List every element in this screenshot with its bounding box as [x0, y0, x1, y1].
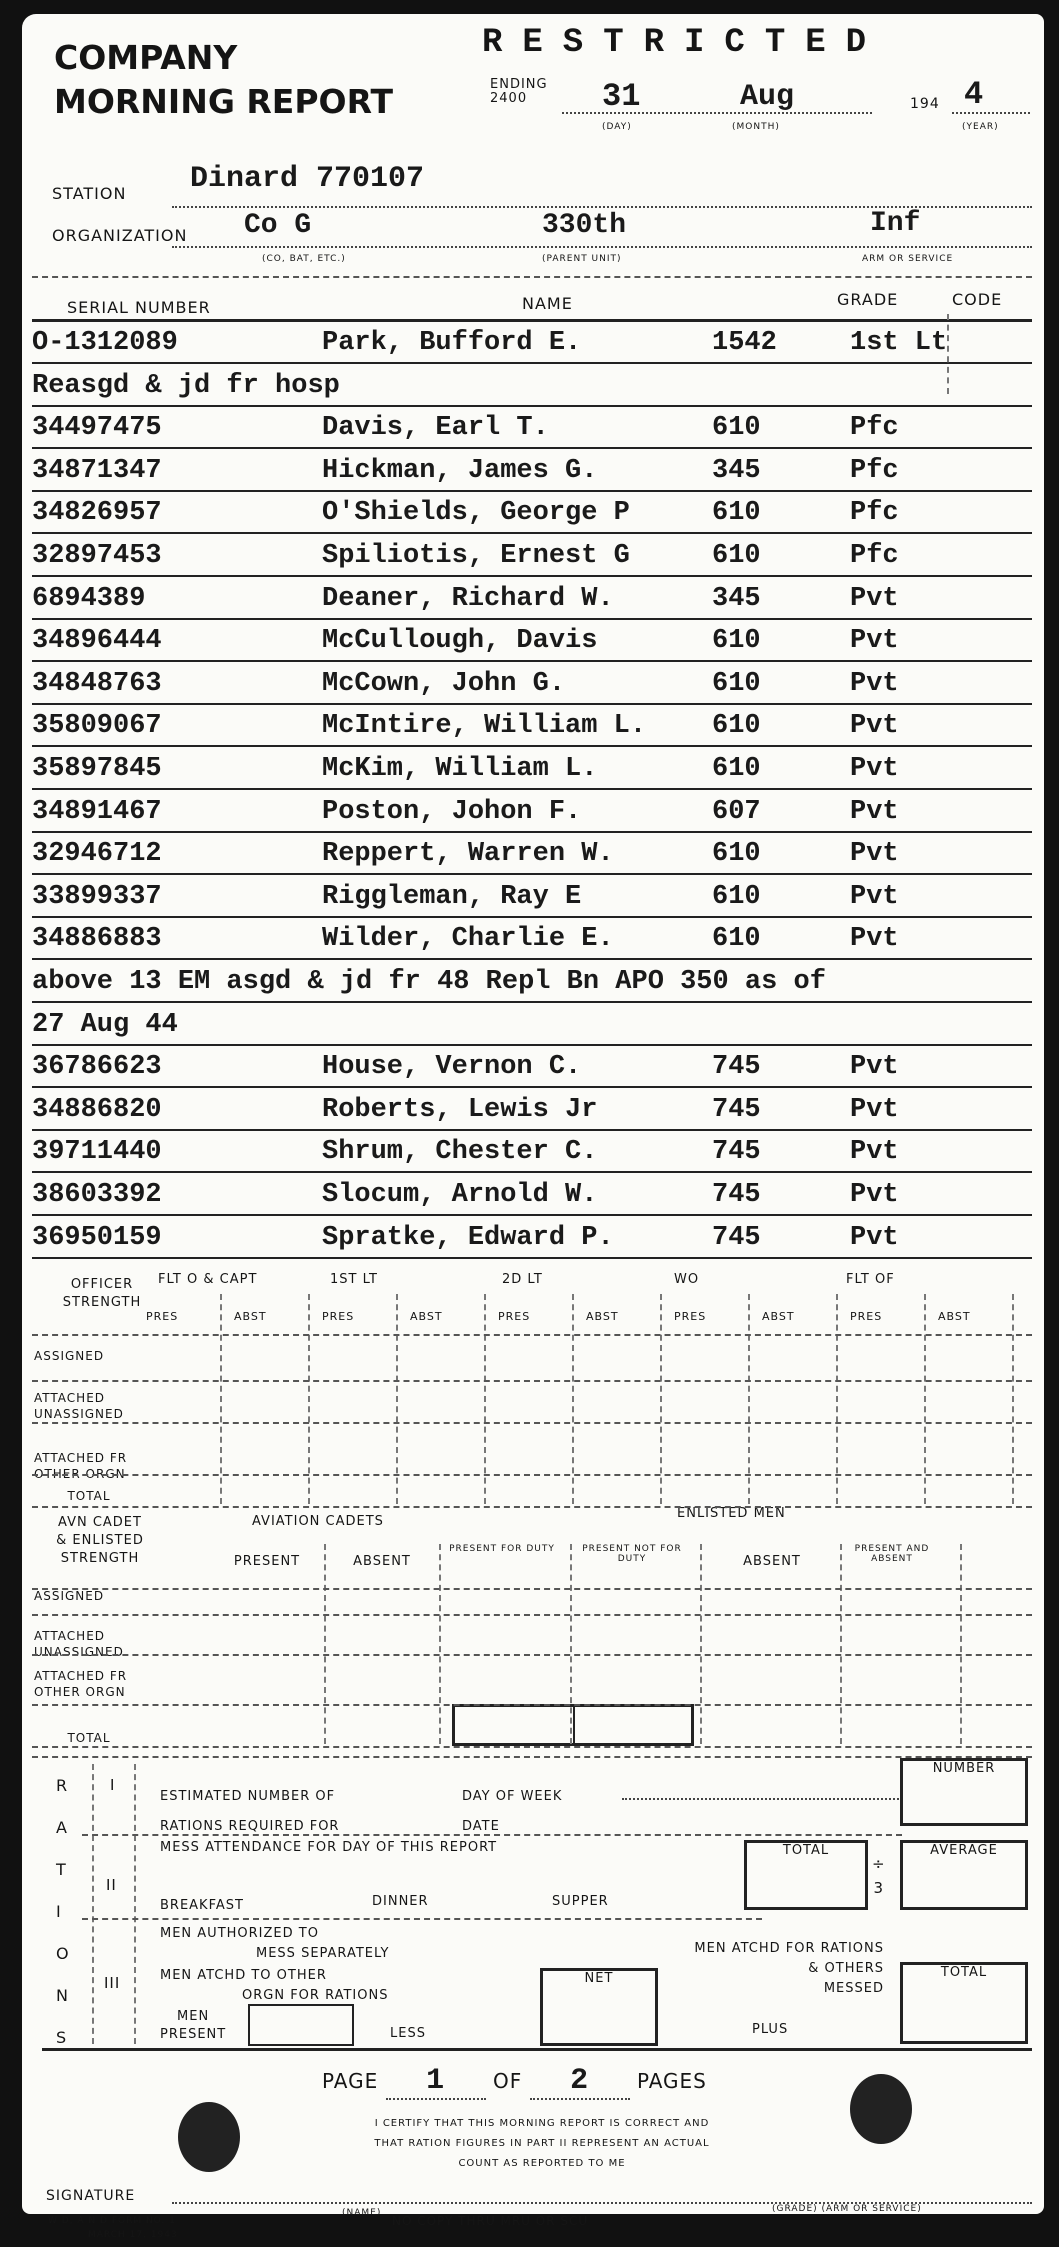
- entry-serial: 34896444: [32, 626, 162, 657]
- name-caption: (NAME): [342, 2208, 382, 2218]
- entry-serial: 34497475: [32, 413, 162, 444]
- entry-mos: 745: [712, 1137, 761, 1168]
- grid-divider: [924, 1294, 926, 1504]
- entry-grade: Pvt: [850, 668, 899, 699]
- entry-grade: Pvt: [850, 1094, 899, 1125]
- table-row: [32, 665, 1032, 705]
- grid-divider: [32, 1334, 1032, 1336]
- officer-subcol-header: ABST: [586, 1310, 619, 1323]
- remark-text: 27 Aug 44: [32, 1009, 178, 1040]
- enlisted-heading-2: & ENLISTED: [56, 1533, 144, 1548]
- enlisted-col-header: PRESENT AND ABSENT: [854, 1544, 930, 1564]
- entry-mos: 345: [712, 583, 761, 614]
- authorized-label: [160, 1924, 389, 1964]
- aviation-cadets-heading: AVIATION CADETS: [252, 1514, 384, 1529]
- entry-grade: Pfc: [850, 541, 899, 571]
- form-date: MARCH 17, 1943: [88, 2230, 178, 2240]
- atchd-label-2: ORGN FOR RATIONS: [242, 1988, 389, 2003]
- form-number-text: W D, A N D FORM NO. 1: [48, 2216, 176, 2226]
- grid-divider: [484, 1294, 486, 1504]
- entry-mos: 745: [712, 1094, 761, 1125]
- form-number: [48, 2214, 178, 2242]
- entry-serial: 35897845: [32, 754, 162, 784]
- table-row: [32, 1133, 1032, 1173]
- punch-hole-right: [850, 2074, 912, 2144]
- ending-label: [490, 78, 548, 106]
- grid-divider: [308, 1294, 310, 1504]
- entry-mos: 1542: [712, 328, 777, 358]
- entry-serial: 33899337: [32, 881, 162, 912]
- organization-label: ORGANIZATION: [52, 226, 188, 245]
- signature-label: SIGNATURE: [46, 2188, 136, 2204]
- remark-row: [32, 367, 1032, 407]
- officer-group-header: WO: [674, 1272, 700, 1287]
- entry-mos: 607: [712, 796, 761, 827]
- part-iii: III: [104, 1974, 121, 1992]
- table-row: [32, 1048, 1032, 1088]
- classification-stamp: RESTRICTED: [482, 24, 887, 62]
- entry-name: O'Shields, George P: [322, 498, 630, 529]
- rations-side-letter: S: [56, 2028, 68, 2047]
- grid-divider: [1012, 1294, 1014, 1504]
- rat-label-2: & OTHERS: [808, 1961, 884, 1976]
- table-row: [32, 622, 1032, 662]
- entry-name: Roberts, Lewis Jr: [322, 1094, 598, 1125]
- parent-caption: (PARENT UNIT): [542, 254, 622, 264]
- table-row: [32, 835, 1032, 875]
- entry-name: House, Vernon C.: [322, 1052, 582, 1083]
- entry-name: Spratke, Edward P.: [322, 1222, 614, 1253]
- divider: [32, 1756, 1032, 1758]
- entry-name: Wilder, Charlie E.: [322, 924, 614, 955]
- grid-divider: [32, 1422, 1032, 1424]
- officer-row-label: ATTACHED UNASSIGNED: [34, 1391, 124, 1421]
- entry-name: Slocum, Arnold W.: [322, 1180, 598, 1210]
- officer-subcol-header: PRES: [498, 1310, 531, 1323]
- ending-label-2: 2400: [490, 91, 528, 106]
- entry-grade: Pvt: [850, 754, 899, 784]
- report-day: 31: [602, 78, 641, 115]
- certification-text: [272, 2114, 812, 2174]
- page-indicator: [322, 2064, 707, 2100]
- officer-subcol-header: ABST: [938, 1310, 971, 1323]
- station-label: STATION: [52, 184, 127, 203]
- entry-serial: O-1312089: [32, 328, 178, 358]
- date-label: DATE: [462, 1819, 500, 1834]
- enlisted-heading-3: STRENGTH: [60, 1551, 140, 1566]
- total2-box[interactable]: [900, 1962, 1028, 2044]
- entry-serial: 34848763: [32, 668, 162, 699]
- entry-grade: Pfc: [850, 413, 899, 444]
- enlisted-row-label: ATTACHED FR OTHER ORGN: [34, 1669, 128, 1699]
- divide-by-three: [872, 1852, 886, 1900]
- entry-mos: 345: [712, 455, 761, 486]
- table-row: [32, 409, 1032, 449]
- divider: [32, 276, 1032, 278]
- certify-line-3: COUNT AS REPORTED TO ME: [458, 2158, 626, 2169]
- divider: [134, 1764, 136, 2044]
- page-label: PAGE: [322, 2069, 379, 2093]
- dinner-label: DINNER: [372, 1894, 429, 1909]
- enlisted-col-header: PRESENT: [233, 1554, 301, 1569]
- enlisted-col-header: PRESENT NOT FOR DUTY: [582, 1544, 682, 1564]
- entry-mos: 610: [712, 626, 761, 657]
- day-caption: (DAY): [602, 122, 632, 132]
- officer-subcol-header: PRES: [322, 1310, 355, 1323]
- est-label-1: ESTIMATED NUMBER OF: [160, 1789, 336, 1804]
- officer-subcol-header: PRES: [146, 1310, 179, 1323]
- entry-name: Reppert, Warren W.: [322, 839, 614, 870]
- grid-divider: [32, 1506, 1032, 1508]
- officer-subcol-header: PRES: [850, 1310, 883, 1323]
- table-row: [32, 452, 1032, 492]
- entry-mos: 610: [712, 413, 761, 444]
- form-title-line-1: COMPANY: [54, 38, 238, 77]
- divisor: 3: [873, 1879, 885, 1897]
- officer-group-header: 1ST LT: [330, 1272, 378, 1287]
- entry-name: McCullough, Davis: [322, 626, 598, 657]
- table-row: [32, 537, 1032, 577]
- day-of-week-field[interactable]: [622, 1798, 902, 1800]
- average-box-label: AVERAGE: [930, 1843, 998, 1858]
- officer-row-label: ATTACHED FR OTHER ORGN: [34, 1451, 128, 1481]
- year-caption: (YEAR): [962, 122, 999, 132]
- divider: [92, 1764, 94, 2044]
- officer-group-header: FLT O & CAPT: [158, 1272, 258, 1287]
- entry-grade: 1st Lt: [850, 328, 948, 358]
- enlisted-col-header: PRESENT FOR DUTY: [449, 1544, 555, 1554]
- grid-divider: [32, 1704, 1032, 1706]
- officer-subcol-header: ABST: [762, 1310, 795, 1323]
- men-present-label: [160, 2008, 226, 2044]
- table-row: [32, 750, 1032, 790]
- remark-text: above 13 EM asgd & jd fr 48 Repl Bn APO 350 as of: [32, 967, 826, 997]
- entry-grade: Pvt: [850, 626, 899, 657]
- grid-divider: [324, 1544, 326, 1744]
- entry-mos: 610: [712, 924, 761, 955]
- organization-unit: Co G: [244, 210, 312, 241]
- number-box[interactable]: [900, 1758, 1028, 1826]
- entry-mos: 745: [712, 1052, 761, 1083]
- remark-row: [32, 963, 1032, 1003]
- table-row: [32, 1176, 1032, 1216]
- officer-heading: [52, 1276, 152, 1312]
- total-box-divider: [573, 1704, 575, 1746]
- table-row: [32, 580, 1032, 620]
- entry-serial: 36950159: [32, 1222, 162, 1253]
- attached-other-label: [160, 1966, 388, 2006]
- table-row: [32, 324, 1032, 364]
- entry-name: Davis, Earl T.: [322, 413, 549, 444]
- officer-row-label: TOTAL: [67, 1489, 111, 1503]
- of-label: OF: [492, 2069, 523, 2093]
- entry-grade: Pvt: [850, 711, 899, 742]
- divide-sign: ÷: [872, 1855, 886, 1873]
- entry-serial: 32897453: [32, 541, 162, 571]
- grid-divider: [396, 1294, 398, 1504]
- officer-subcol-header: PRES: [674, 1310, 707, 1323]
- grid-divider: [32, 1474, 1032, 1476]
- entry-mos: 745: [712, 1222, 761, 1253]
- entry-mos: 610: [712, 754, 761, 784]
- entry-grade: Pvt: [850, 1137, 899, 1168]
- total2-box-label: TOTAL: [940, 1965, 988, 1980]
- grid-divider: [32, 1654, 1032, 1656]
- form-title-line-2: MORNING REPORT: [54, 82, 394, 121]
- total-box-label: TOTAL: [782, 1843, 830, 1858]
- arm-caption: ARM OR SERVICE: [862, 254, 954, 264]
- officer-group-header: 2D LT: [502, 1272, 543, 1287]
- entry-serial: 36786623: [32, 1052, 162, 1083]
- enlisted-heading-1: AVN CADET: [58, 1515, 142, 1530]
- rations-side-letter: R: [56, 1776, 69, 1795]
- officer-heading-2: STRENGTH: [62, 1295, 142, 1310]
- table-row: [32, 920, 1032, 960]
- enlisted-col-header: ABSENT: [743, 1554, 801, 1569]
- rations-side-letter: O: [56, 1944, 70, 1963]
- officer-subcol-header: ABST: [410, 1310, 443, 1323]
- entry-name: Spiliotis, Ernest G: [322, 541, 630, 571]
- col-name: NAME: [522, 294, 573, 313]
- table-row: [32, 1091, 1032, 1131]
- less-label: LESS: [390, 2026, 426, 2041]
- table-row: [32, 494, 1032, 534]
- entry-name: Poston, Johon F.: [322, 796, 582, 827]
- pages-total: 2: [530, 2064, 630, 2100]
- rat-label-3: MESSED: [823, 1981, 884, 1996]
- rations-side-letter: T: [56, 1860, 67, 1879]
- pages-label: PAGES: [636, 2069, 707, 2093]
- entry-serial: 34886883: [32, 924, 162, 955]
- officer-subcol-header: ABST: [234, 1310, 267, 1323]
- table-row: [32, 707, 1032, 747]
- organization-arm: Inf: [870, 208, 921, 239]
- grid-divider: [32, 1746, 1032, 1748]
- grid-divider: [439, 1544, 441, 1744]
- entry-name: McCown, John G.: [322, 668, 566, 699]
- entry-serial: 32946712: [32, 839, 162, 870]
- grid-divider: [32, 1614, 1032, 1616]
- officer-heading-1: OFFICER: [70, 1277, 134, 1292]
- entry-grade: Pvt: [850, 881, 899, 912]
- table-row: [32, 878, 1032, 918]
- net-box[interactable]: [540, 1968, 658, 2046]
- entry-grade: Pvt: [850, 1052, 899, 1083]
- entry-serial: 34871347: [32, 455, 162, 486]
- entry-mos: 610: [712, 541, 761, 571]
- col-code: CODE: [952, 290, 1003, 309]
- entry-mos: 610: [712, 839, 761, 870]
- ending-label-1: ENDING: [490, 77, 548, 92]
- supper-label: SUPPER: [552, 1894, 609, 1909]
- men-present-box[interactable]: [248, 2004, 354, 2046]
- officer-row-label: ASSIGNED: [34, 1349, 105, 1363]
- net-box-label: NET: [584, 1971, 614, 1986]
- table-row: [32, 1219, 1032, 1259]
- est-label-2: RATIONS REQUIRED FOR: [160, 1819, 340, 1834]
- officer-group-header: FLT OF: [846, 1272, 895, 1287]
- grid-divider: [32, 1380, 1032, 1382]
- mess-attendance-label: MESS ATTENDANCE FOR DAY OF THIS REPORT: [160, 1840, 498, 1855]
- col-grade: GRADE: [837, 290, 899, 309]
- grid-divider: [700, 1544, 702, 1744]
- total-box[interactable]: [744, 1840, 868, 1910]
- entry-mos: 610: [712, 881, 761, 912]
- month-caption: (MONTH): [732, 122, 780, 132]
- report-year: 4: [964, 76, 984, 113]
- breakfast-label: BREAKFAST: [160, 1898, 244, 1913]
- table-row: [32, 793, 1032, 833]
- organization-line: [172, 246, 1032, 248]
- day-date-labels: [462, 1782, 562, 1842]
- grid-divider: [572, 1294, 574, 1504]
- punch-hole-left: [178, 2102, 240, 2172]
- plus-label: PLUS: [752, 2022, 789, 2037]
- entry-serial: 34891467: [32, 796, 162, 827]
- entry-grade: Pvt: [850, 839, 899, 870]
- enlisted-men-heading: ENLISTED MEN: [677, 1506, 786, 1521]
- header-rule: [32, 319, 1032, 322]
- enlisted-row-label: ASSIGNED: [34, 1589, 105, 1603]
- organization-parent: 330th: [542, 210, 627, 241]
- report-month: Aug: [740, 80, 795, 114]
- entry-mos: 610: [712, 711, 761, 742]
- entry-mos: 745: [712, 1180, 761, 1210]
- grid-divider: [32, 1588, 1032, 1590]
- grade-caption: (GRADE) (ARM OR SERVICE): [772, 2204, 922, 2214]
- entry-name: Shrum, Chester C.: [322, 1137, 598, 1168]
- grid-divider: [840, 1544, 842, 1744]
- divider: [82, 1834, 902, 1836]
- entry-grade: Pfc: [850, 455, 899, 486]
- form-title: [54, 36, 393, 124]
- rations-side-letter: A: [56, 1818, 68, 1837]
- entry-mos: 610: [712, 668, 761, 699]
- entry-grade: Pvt: [850, 796, 899, 827]
- year-line: [952, 112, 1030, 114]
- page-number: 1: [386, 2064, 486, 2100]
- entry-name: Park, Bufford E.: [322, 328, 582, 358]
- certify-line-1: I CERTIFY THAT THIS MORNING REPORT IS CORRECT AND: [374, 2118, 710, 2129]
- col-serial: SERIAL NUMBER: [67, 298, 211, 317]
- unit-caption: (CO, BAT, ETC.): [262, 254, 346, 264]
- grid-divider: [220, 1294, 222, 1504]
- day-of-week-label: DAY OF WEEK: [462, 1789, 563, 1804]
- grid-divider: [960, 1544, 962, 1744]
- grid-divider: [660, 1294, 662, 1504]
- enlisted-col-header: ABSENT: [353, 1554, 411, 1569]
- average-box[interactable]: [900, 1840, 1028, 1910]
- part-ii: II: [106, 1876, 117, 1894]
- grid-divider: [570, 1544, 572, 1744]
- present-label-1: MEN: [177, 2009, 210, 2024]
- entry-name: Riggleman, Ray E: [322, 881, 582, 912]
- entry-name: Deaner, Richard W.: [322, 583, 614, 614]
- entry-mos: 610: [712, 498, 761, 529]
- entry-grade: Pvt: [850, 583, 899, 614]
- morning-report-form: [22, 14, 1044, 2240]
- entry-serial: 34886820: [32, 1094, 162, 1125]
- entry-serial: 34826957: [32, 498, 162, 529]
- rations-side-letter: I: [56, 1902, 62, 1921]
- entry-grade: Pvt: [850, 1222, 899, 1253]
- year-prefix: 194: [910, 96, 940, 112]
- divider: [82, 1918, 762, 1920]
- entry-grade: Pvt: [850, 924, 899, 955]
- enlisted-row-label: TOTAL: [67, 1731, 111, 1745]
- entry-serial: 38603392: [32, 1180, 162, 1210]
- entry-serial: 6894389: [32, 583, 146, 614]
- estimated-rations-label: [160, 1782, 339, 1842]
- station-value: Dinard 770107: [190, 162, 425, 196]
- part-i: I: [110, 1776, 116, 1794]
- entry-name: McKim, William L.: [322, 754, 598, 784]
- remark-row: [32, 1006, 1032, 1046]
- number-box-label: NUMBER: [932, 1761, 996, 1776]
- present-label-2: PRESENT: [160, 2027, 227, 2042]
- enlisted-heading: [50, 1514, 150, 1568]
- rat-label-1: MEN ATCHD FOR RATIONS: [694, 1941, 884, 1956]
- code-divider: [947, 314, 949, 394]
- copy-note: NO COPY THRU MRU OR SCU: [392, 2214, 589, 2228]
- grid-divider: [836, 1294, 838, 1504]
- entry-name: McIntire, William L.: [322, 711, 647, 742]
- atchd-label-1: MEN ATCHD TO OTHER: [160, 1968, 327, 1983]
- entry-serial: 35809067: [32, 711, 162, 742]
- entry-grade: Pvt: [850, 1180, 899, 1210]
- remark-text: Reasgd & jd fr hosp: [32, 370, 340, 401]
- rations-side-letter: N: [56, 1986, 69, 2005]
- auth-label-1: MEN AUTHORIZED TO: [160, 1926, 319, 1941]
- entry-serial: 39711440: [32, 1137, 162, 1168]
- certify-line-2: THAT RATION FIGURES IN PART II REPRESENT AN ACTUAL: [374, 2138, 710, 2149]
- rations-bottom-rule: [42, 2048, 1032, 2051]
- entry-name: Hickman, James G.: [322, 455, 598, 486]
- enlisted-row-label: ATTACHED UNASSIGNED: [34, 1629, 124, 1659]
- entry-grade: Pfc: [850, 498, 899, 529]
- grid-divider: [748, 1294, 750, 1504]
- auth-label-2: MESS SEPARATELY: [256, 1946, 390, 1961]
